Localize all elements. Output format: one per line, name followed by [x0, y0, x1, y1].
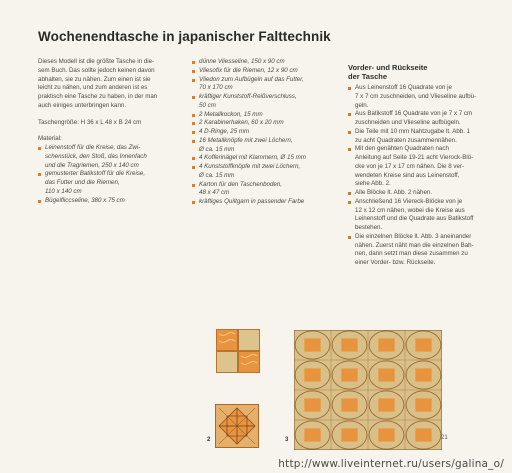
column-instructions	[348, 63, 488, 268]
step-item	[348, 145, 488, 189]
material-item	[192, 58, 332, 67]
material-item-line: Bügelfliccseline, 380 x 75 cm	[45, 196, 125, 204]
step-item-line: bestehen.	[355, 224, 383, 231]
material-item-line: Vliedon zum Aufbügeln auf das Futter,	[199, 75, 304, 83]
material-item-line: gemusterter Batikstoff für die Kreise,	[45, 170, 146, 178]
material-item-line: Leinenstoff für die Kreise, das Zwi-	[45, 144, 141, 151]
step-item	[348, 189, 488, 198]
quilt-batik-square	[341, 428, 357, 441]
step-item-line: zuschneiden und Vlieseline aufbügeln.	[355, 119, 461, 126]
column-materials	[192, 58, 332, 207]
step-item-line: Die einzelnen Blöcke lt. Abb. 3 aneinander	[355, 232, 472, 240]
intro-line: abhalten, sie zu nähen. Zum einen ist sie	[38, 75, 151, 83]
quilt-batik-square	[415, 368, 431, 381]
material-item	[192, 137, 332, 155]
material-item	[192, 128, 332, 137]
step-item-line: Aus Batikstoff 16 Quadrate von je 7 x 7 cm	[355, 110, 473, 118]
material-item-line: Vliesofix für die Riemen, 12 x 90 cm	[199, 66, 298, 74]
step-item-line: Mit den genähten Quadraten nach	[355, 145, 449, 153]
material-item	[192, 93, 332, 111]
materials-list-1	[38, 144, 168, 205]
quilt-batik-square	[304, 338, 320, 351]
figure-label-3: 3	[285, 437, 289, 443]
quilt-batik-square	[378, 398, 394, 411]
column-intro	[38, 58, 168, 205]
material-item	[192, 181, 332, 199]
step-item-line: zu acht Quadraten zusammennähen.	[355, 136, 457, 144]
quilt-batik-square	[415, 428, 431, 441]
quilt-batik-square	[341, 368, 357, 381]
page-number: 21	[441, 435, 448, 441]
step-item	[348, 198, 488, 233]
materials-list-2	[192, 58, 332, 207]
material-item-line: 16 Metallknöpfe mit zwei Löchern,	[199, 136, 293, 144]
material-item-line: dünne Vliesseline, 150 x 90 cm	[199, 58, 285, 65]
material-item-line: Karton für den Taschenboden,	[199, 180, 283, 188]
figure-2-folded-block	[215, 404, 259, 448]
material-item-line: 4 Kofferinägel mit Klammern, Ø 15 mm	[199, 154, 306, 162]
material-item-line: das Futter und die Riemen,	[45, 179, 120, 186]
intro-line: auch einiges unterbringen kann.	[38, 101, 127, 109]
material-heading: Material:	[38, 135, 62, 143]
watermark-url: http://www.liveinternet.ru/users/galina_o/	[278, 458, 504, 470]
material-item-line: 70 x 170 cm	[199, 84, 233, 92]
step-item-line: nähen. Zuerst näht man die einzelnen Bah-	[355, 241, 474, 249]
quilt-batik-square	[304, 368, 320, 381]
bag-size: Taschengröße: H 36 x L 48 x B 24 cm	[38, 118, 142, 126]
step-item-line: Anleitung auf Seite 19-21 acht Vierock-Blö-	[355, 154, 474, 161]
material-item-line: kräftiges Quiltgarn in passender Farbe	[199, 198, 305, 205]
material-item	[38, 170, 168, 196]
material-item	[192, 163, 332, 181]
intro-line: praktisch eine Tasche zu haben, in der man	[38, 93, 158, 100]
quilt-batik-square	[304, 428, 320, 441]
step-item-line: 12 x 12 cm nähen, wobei die Kreise aus	[355, 206, 465, 214]
material-item	[192, 119, 332, 128]
step-item-line: Alle Blöcke lt. Abb. 2 nähen.	[355, 189, 433, 196]
material-item	[192, 67, 332, 76]
material-item-line: Ø ca. 15 mm	[199, 171, 235, 179]
quilt-batik-square	[378, 428, 394, 441]
step-item-line: siehe Abb. 2.	[355, 180, 391, 188]
step-item	[348, 233, 488, 268]
material-item-line: 50 cm	[199, 101, 216, 109]
intro-line: sem Buch. Das sollte jedoch keinen davon	[38, 66, 155, 74]
material-item-line: und die Tragriemen, 250 x 140 cm	[45, 161, 139, 169]
step-item	[348, 110, 488, 128]
step-item	[348, 84, 488, 110]
quilt-batik-square	[378, 338, 394, 351]
intro-paragraph	[38, 58, 168, 111]
step-item-line: cke von je 17 x 17 cm nähen. Die 8 ver-	[355, 162, 465, 170]
intro-line: leicht zu nähen, und zum anderen ist es	[38, 84, 148, 92]
material-item-line: schenstück, den Stoß, das Innenfach	[45, 152, 147, 160]
quilt-batik-square	[415, 398, 431, 411]
material-item	[192, 111, 332, 120]
material-item-line: 48 x 47 cm	[199, 189, 230, 197]
step-item-line: Aus Leinenstoff 16 Quadrate von je	[355, 84, 452, 91]
step-item-line: geln.	[355, 101, 369, 109]
quilt-batik-square	[341, 398, 357, 411]
intro-line: Dieses Modell ist die größte Tasche in die-	[38, 58, 155, 65]
material-item	[192, 154, 332, 163]
step-item-line: Die Teile mit 10 mm Nahtzugabe lt. Abb. 1	[355, 127, 471, 135]
step-item-line: einer Vorder- bzw. Rückseite.	[355, 259, 436, 266]
quilt-batik-square	[415, 338, 431, 351]
material-item-line: kräftiger Kunststoff-Reißverschluss,	[199, 93, 297, 100]
figure-1-four-patch	[216, 329, 260, 373]
step-item-line: wendeten Kreise sind aus Leinenstoff,	[355, 171, 460, 179]
material-item	[38, 144, 168, 170]
material-item-line: 2 Metallkockon, 15 mm	[199, 110, 263, 118]
steps-list	[348, 84, 488, 268]
quilt-batik-square	[378, 368, 394, 381]
figure-label-2: 2	[207, 437, 211, 443]
material-item	[192, 198, 332, 207]
step-item	[348, 128, 488, 146]
step-item-line: Anschließend 16 Viereck-Blöcke von je	[355, 197, 463, 205]
step-item-line: 7 x 7 cm zuschneiden, und Vlieseline aufbü-	[355, 92, 477, 100]
quilt-batik-square	[341, 338, 357, 351]
material-item-line: 110 x 140 cm	[45, 187, 82, 195]
material-item-line: 2 Karabinerhaken, 60 x 20 mm	[199, 119, 284, 127]
material-item-line: 4 D-Ringe, 25 mm	[199, 128, 250, 135]
section-heading: Vorder- und Rückseite der Tasche	[348, 63, 428, 81]
material-item-line: 4 Kunststoffknöpfe mit zwei Löchern,	[199, 163, 301, 170]
figure-3-quilt-panel	[294, 330, 442, 450]
step-item-line: nen, dann setzt man diese zusammen zu	[355, 250, 468, 258]
material-item	[192, 76, 332, 94]
step-item-line: Leinenstoff und die Quadrate aus Batikstoff	[355, 215, 474, 223]
quilt-batik-square	[304, 398, 320, 411]
material-item	[38, 197, 168, 206]
material-item-line: Ø ca. 15 mm	[199, 145, 235, 153]
page-title: Wochenendtasche in japanischer Falttechnik	[38, 29, 331, 44]
